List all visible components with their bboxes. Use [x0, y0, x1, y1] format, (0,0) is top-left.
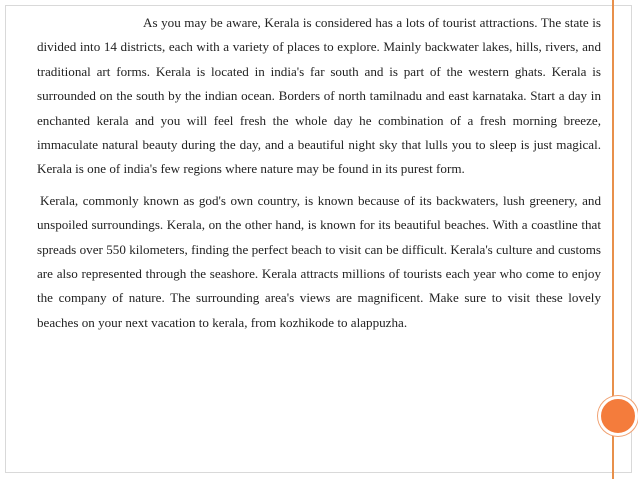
paragraph-beaches: Kerala, commonly known as god's own country, is known because of its backwaters, lush greenery, and unspoiled surroundings. Kerala, on the other hand, is known for its beautiful beaches. With a coastline that spreads over 550 kilometers, finding the perfect beach to visit can be difficult. Kerala's culture and customs are also represented through the seashore. Kerala attracts millions of tourists each year who come to enjoy the company of nature. The surrounding area's views are magnificent. Make sure to visit these lovely beaches on your next vacation to kerala, from kozhikode to alappuzha. — [37, 192, 601, 330]
slide-body — [37, 11, 601, 335]
paragraph-intro: As you may be aware, Kerala is considered has a lots of tourist attractions. The state is divided into 14 districts, each with a variety of places to explore. Mainly backwater lakes, hills, rivers, and traditional art forms. Kerala is located in india's far south and is part of the western ghats. Kerala is surrounded on the south by the indian ocean. Borders of north tamilnadu and east karnataka. Start a day in enchanted kerala and you will feel fresh the whole day he combination of a fresh morning breeze, immaculate natural beauty during the day, and a beautiful night sky that lulls you to sleep is just magical. Kerala is one of india's few regions where nature may be found in its purest form. — [37, 15, 601, 177]
accent-circle-decoration — [598, 396, 638, 436]
